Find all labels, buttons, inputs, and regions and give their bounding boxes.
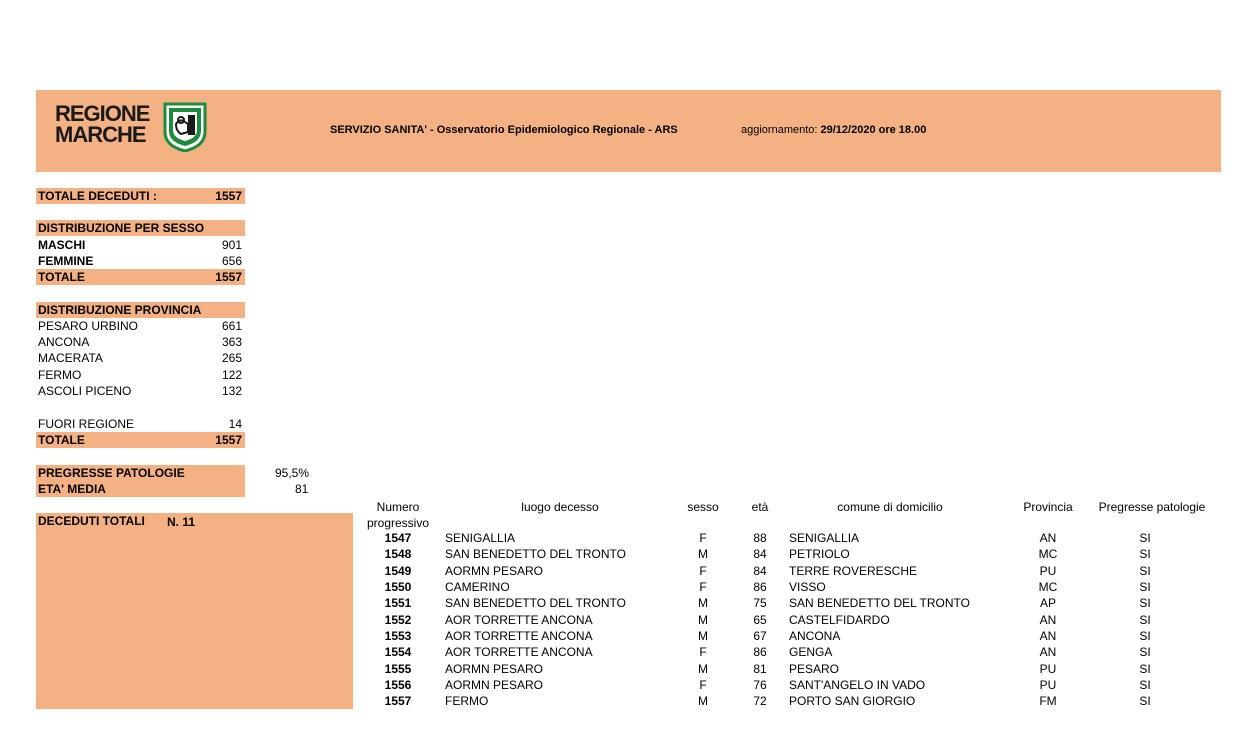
provincia-row xyxy=(36,334,245,350)
cell-eta: 76 xyxy=(753,678,767,692)
fuori-regione-label: FUORI REGIONE xyxy=(38,417,135,431)
cell-provincia: MC xyxy=(1038,547,1058,561)
cell-luogo: AOR TORRETTE ANCONA xyxy=(445,613,593,627)
cell-comune: GENGA xyxy=(789,645,833,659)
cell-luogo: AORMN PESARO xyxy=(445,678,544,692)
cell-luogo: AOR TORRETTE ANCONA xyxy=(445,629,593,643)
patologie-value: 95,5% xyxy=(275,466,310,480)
fuori-regione-value: 14 xyxy=(228,417,242,431)
cell-patologie: SI xyxy=(1139,694,1151,708)
cell-sesso: F xyxy=(699,531,707,545)
header-numero-line2: progressivo xyxy=(366,516,430,530)
header-comune: comune di domicilio xyxy=(837,500,943,514)
cell-eta: 81 xyxy=(753,662,767,676)
deceduti-totali-box xyxy=(36,513,353,709)
header-patologie: Pregresse patologie xyxy=(1098,500,1206,514)
cell-patologie: SI xyxy=(1139,645,1151,659)
provincia-label: ANCONA xyxy=(38,335,90,349)
cell-sesso: F xyxy=(699,678,707,692)
table-row xyxy=(355,612,1235,628)
cell-luogo: AOR TORRETTE ANCONA xyxy=(445,645,593,659)
cell-patologie: SI xyxy=(1139,547,1151,561)
provincia-total-label: TOTALE xyxy=(38,433,85,447)
cell-numero: 1547 xyxy=(384,531,412,545)
cell-patologie: SI xyxy=(1139,613,1151,627)
cell-luogo: SAN BENEDETTO DEL TRONTO xyxy=(445,596,626,610)
cell-sesso: M xyxy=(698,694,708,708)
cell-numero: 1550 xyxy=(384,580,412,594)
sesso-label: MASCHI xyxy=(38,238,86,252)
eta-media-row xyxy=(36,481,245,497)
cell-patologie: SI xyxy=(1139,580,1151,594)
cell-provincia: AN xyxy=(1039,629,1057,643)
provincia-row xyxy=(36,350,245,366)
update-info xyxy=(741,124,926,136)
table-row xyxy=(355,530,1235,546)
cell-luogo: SENIGALLIA xyxy=(445,531,516,545)
cell-comune: TERRE ROVERESCHE xyxy=(789,564,918,578)
cell-provincia: AN xyxy=(1039,531,1057,545)
sesso-row-femmine xyxy=(36,253,245,269)
sesso-title-row xyxy=(36,220,245,236)
cell-sesso: F xyxy=(699,564,707,578)
cell-comune: ANCONA xyxy=(789,629,841,643)
provincia-row xyxy=(36,318,245,334)
cell-sesso: M xyxy=(698,547,708,561)
sesso-title: DISTRIBUZIONE PER SESSO xyxy=(38,221,205,235)
provincia-value: 363 xyxy=(221,335,242,349)
cell-eta: 84 xyxy=(753,564,767,578)
cell-numero: 1553 xyxy=(384,629,412,643)
cell-luogo: FERMO xyxy=(445,694,489,708)
provincia-value: 122 xyxy=(221,368,242,382)
eta-media-value: 81 xyxy=(295,482,309,496)
table-row xyxy=(355,661,1235,677)
sesso-value: 656 xyxy=(221,254,242,268)
provincia-total-row xyxy=(36,432,245,448)
update-value: 29/12/2020 ore 18.00 xyxy=(820,124,927,136)
cell-comune: PETRIOLO xyxy=(789,547,850,561)
cell-comune: SANT'ANGELO IN VADO xyxy=(789,678,926,692)
cell-comune: SAN BENEDETTO DEL TRONTO xyxy=(789,596,970,610)
header-numero-line1: Numero xyxy=(376,500,420,514)
cell-eta: 84 xyxy=(753,547,767,561)
cell-patologie: SI xyxy=(1139,678,1151,692)
eta-media-label: ETA' MEDIA xyxy=(38,482,106,496)
provincia-label: MACERATA xyxy=(38,351,103,365)
sesso-total-value: 1557 xyxy=(215,270,242,284)
header-numero xyxy=(355,499,441,531)
cell-numero: 1554 xyxy=(384,645,412,659)
sesso-value: 901 xyxy=(221,238,242,252)
cell-provincia: PU xyxy=(1039,564,1057,578)
cell-comune: PESARO xyxy=(789,662,840,676)
cell-patologie: SI xyxy=(1139,662,1151,676)
service-title: SERVIZIO SANITA' - Osservatorio Epidemiologico Regionale - ARS xyxy=(330,124,678,136)
cell-provincia: PU xyxy=(1039,678,1057,692)
provincia-label: PESARO URBINO xyxy=(38,319,139,333)
cell-luogo: AORMN PESARO xyxy=(445,564,544,578)
patologie-label: PREGRESSE PATOLOGIE xyxy=(38,466,185,480)
cell-sesso: F xyxy=(699,645,707,659)
provincia-value: 661 xyxy=(221,319,242,333)
cell-numero: 1549 xyxy=(384,564,412,578)
cell-luogo: SAN BENEDETTO DEL TRONTO xyxy=(445,547,626,561)
table-row xyxy=(355,677,1235,693)
table-row xyxy=(355,546,1235,562)
update-label: aggiornamento: xyxy=(741,124,818,136)
cell-patologie: SI xyxy=(1139,596,1151,610)
fuori-regione-row xyxy=(36,416,245,432)
table-row xyxy=(355,563,1235,579)
cell-numero: 1557 xyxy=(384,694,412,708)
cell-sesso: M xyxy=(698,662,708,676)
cell-eta: 72 xyxy=(753,694,767,708)
cell-eta: 75 xyxy=(753,596,767,610)
logo-text-line2: MARCHE xyxy=(55,122,146,147)
cell-numero: 1552 xyxy=(384,613,412,627)
table-row xyxy=(355,693,1235,709)
deceduti-totali-label: DECEDUTI TOTALI xyxy=(38,514,145,528)
provincia-value: 265 xyxy=(221,351,242,365)
provincia-row xyxy=(36,383,245,399)
sesso-label: FEMMINE xyxy=(38,254,94,268)
sesso-total-row xyxy=(36,269,245,285)
cell-eta: 86 xyxy=(753,645,767,659)
cell-eta: 86 xyxy=(753,580,767,594)
totale-deceduti-label: TOTALE DECEDUTI : xyxy=(38,189,157,203)
cell-eta: 88 xyxy=(753,531,767,545)
cell-sesso: M xyxy=(698,613,708,627)
cell-provincia: FM xyxy=(1039,694,1057,708)
cell-luogo: CAMERINO xyxy=(445,580,510,594)
cell-numero: 1555 xyxy=(384,662,412,676)
table-row xyxy=(355,644,1235,660)
logo-text-line1: REGIONE xyxy=(55,101,150,126)
cell-comune: CASTELFIDARDO xyxy=(789,613,890,627)
header-luogo: luogo decesso xyxy=(521,500,599,514)
cell-provincia: AP xyxy=(1039,596,1056,610)
cell-numero: 1556 xyxy=(384,678,412,692)
provincia-title-row xyxy=(36,302,245,318)
cell-sesso: F xyxy=(699,580,707,594)
cell-patologie: SI xyxy=(1139,564,1151,578)
table-row xyxy=(355,628,1235,644)
cell-comune: VISSO xyxy=(789,580,826,594)
table-row xyxy=(355,595,1235,611)
header-sesso: sesso xyxy=(687,500,719,514)
provincia-row xyxy=(36,367,245,383)
shield-icon xyxy=(163,102,207,152)
header-eta: età xyxy=(751,500,769,514)
cell-comune: PORTO SAN GIORGIO xyxy=(789,694,916,708)
cell-provincia: MC xyxy=(1038,580,1058,594)
cell-provincia: AN xyxy=(1039,613,1057,627)
cell-eta: 67 xyxy=(753,629,767,643)
logo-text xyxy=(55,103,149,145)
provincia-label: ASCOLI PICENO xyxy=(38,384,132,398)
cell-provincia: PU xyxy=(1039,662,1057,676)
cell-sesso: M xyxy=(698,596,708,610)
regione-marche-logo xyxy=(55,101,215,153)
cell-luogo: AORMN PESARO xyxy=(445,662,544,676)
cell-numero: 1551 xyxy=(384,596,412,610)
cell-patologie: SI xyxy=(1139,629,1151,643)
totale-deceduti-value: 1557 xyxy=(215,189,242,203)
provincia-total-value: 1557 xyxy=(215,433,242,447)
deceduti-totali-value: N. 11 xyxy=(167,515,196,529)
cell-eta: 65 xyxy=(753,613,767,627)
table-row xyxy=(355,579,1235,595)
provincia-label: FERMO xyxy=(38,368,82,382)
cell-comune: SENIGALLIA xyxy=(789,531,860,545)
sesso-row-maschi xyxy=(36,237,245,253)
sesso-total-label: TOTALE xyxy=(38,270,85,284)
provincia-title: DISTRIBUZIONE PROVINCIA xyxy=(38,303,202,317)
provincia-value: 132 xyxy=(221,384,242,398)
cell-numero: 1548 xyxy=(384,547,412,561)
cell-provincia: AN xyxy=(1039,645,1057,659)
patologie-row xyxy=(36,465,245,481)
cell-sesso: M xyxy=(698,629,708,643)
totale-deceduti-row xyxy=(36,188,245,204)
cell-patologie: SI xyxy=(1139,531,1151,545)
header-provincia: Provincia xyxy=(1023,500,1073,514)
